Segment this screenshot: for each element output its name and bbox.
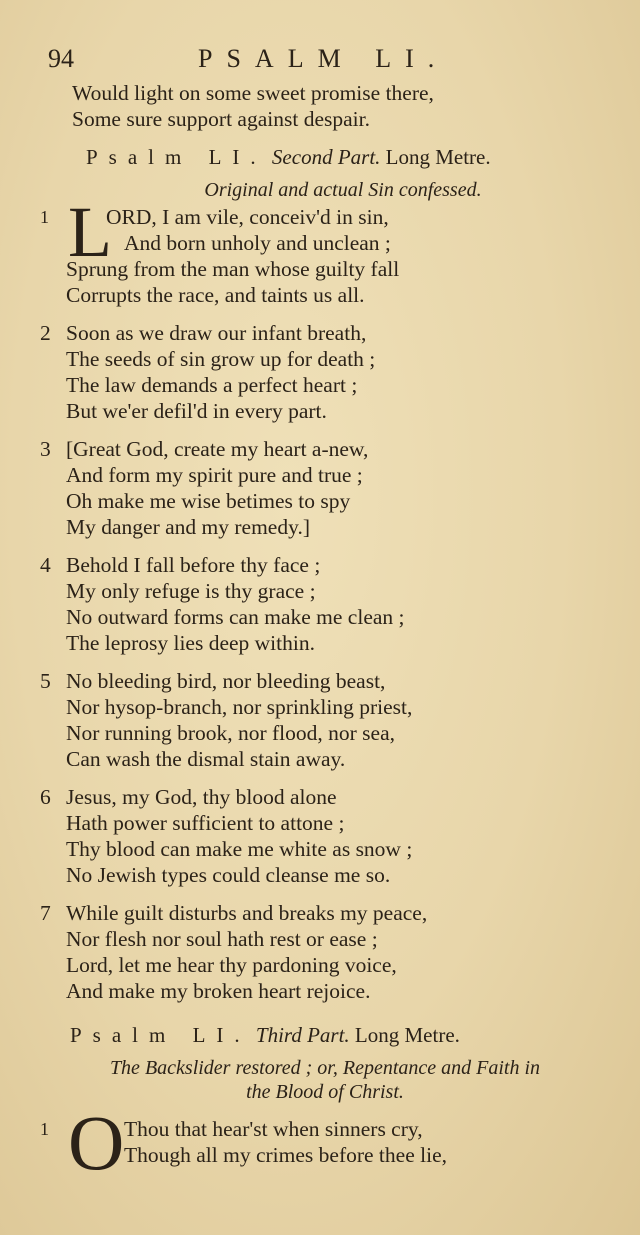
stanza-number: 2	[40, 321, 51, 345]
stanza-4	[40, 552, 610, 656]
verse-line: Though all my crimes before thee lie,	[124, 1143, 447, 1167]
verse-line: No outward forms can make me clean ;	[66, 605, 405, 629]
verse-line: And born unholy and unclean ;	[124, 231, 391, 255]
verse-line: Nor running brook, nor flood, nor sea,	[66, 721, 396, 745]
second-part-subtitle: Original and actual Sin confessed.	[204, 179, 482, 201]
page-number: 94	[48, 44, 74, 73]
verse-line: The leprosy lies deep within.	[66, 631, 315, 655]
third-part-title	[40, 1020, 610, 1050]
stanza-2	[40, 320, 610, 424]
title-metre: Long Metre.	[385, 145, 491, 169]
subtitle-line: The Backslider restored ; or, Repentance and Faith in	[109, 1057, 541, 1079]
title-part: Third Part.	[255, 1023, 350, 1047]
verse-line: Thy blood can make me white as snow ;	[66, 837, 413, 861]
verse-line: Soon as we draw our infant breath,	[66, 321, 367, 345]
verse-line: Jesus, my God, thy blood alone	[66, 785, 337, 809]
verse-line: Thou that hear'st when sinners cry,	[124, 1117, 423, 1141]
verse-line: Corrupts the race, and taints us all.	[66, 283, 365, 307]
stanza-number: 6	[40, 785, 51, 809]
verse-line: Can wash the dismal stain away.	[66, 747, 346, 771]
stanza-3	[40, 436, 610, 540]
stanza-number: 3	[40, 437, 51, 461]
stanza-number: 7	[40, 901, 51, 925]
verse-line: ORD, I am vile, conceiv'd in sin,	[106, 205, 389, 229]
stanza-number: 4	[40, 553, 51, 577]
page-header	[48, 44, 600, 78]
verse-line: Nor flesh nor soul hath rest or ease ;	[66, 927, 378, 951]
carry-over-line: Would light on some sweet promise there,	[72, 81, 434, 105]
verse-line: The law demands a perfect heart ;	[66, 373, 358, 397]
stanza-1	[40, 192, 610, 308]
verse-line: While guilt disturbs and breaks my peace,	[66, 901, 428, 925]
carry-over-line: Some sure support against despair.	[72, 107, 370, 131]
verse-line: Lord, let me hear thy pardoning voice,	[66, 953, 397, 977]
drop-cap-letter: O	[68, 1099, 125, 1186]
verse-line: Oh make me wise betimes to spy	[66, 489, 351, 513]
verse-line: But we'er defil'd in every part.	[66, 399, 327, 423]
verse-line: The seeds of sin grow up for death ;	[66, 347, 376, 371]
verse-line: Hath power sufficient to attone ;	[66, 811, 345, 835]
verse-line: Nor hysop-branch, nor sprinkling priest,	[66, 695, 413, 719]
stanza-6	[40, 784, 610, 888]
second-part-title	[40, 142, 610, 172]
page-content	[40, 80, 610, 1186]
stanza-number: 5	[40, 669, 51, 693]
verse-line: And form my spirit pure and true ;	[66, 463, 363, 487]
title-metre: Long Metre.	[354, 1023, 460, 1047]
verse-line: And make my broken heart rejoice.	[66, 979, 371, 1003]
stanza-7	[40, 900, 610, 1004]
third-part-subtitle	[40, 1056, 610, 1104]
verse-line: Behold I fall before thy face ;	[66, 553, 321, 577]
title-psalm: Psalm LI.	[70, 1023, 251, 1047]
verse-line: My danger and my remedy.]	[66, 515, 310, 539]
running-title: PSALM LI.	[198, 44, 449, 73]
title-psalm: Psalm LI.	[86, 145, 267, 169]
subtitle-line: the Blood of Christ.	[246, 1081, 404, 1103]
verse-line: No bleeding bird, nor bleeding beast,	[66, 669, 386, 693]
third-part-stanza-1	[40, 1099, 610, 1186]
verse-line: No Jewish types could cleanse me so.	[66, 863, 391, 887]
verse-line: [Great God, create my heart a-new,	[66, 437, 369, 461]
verse-line: Sprung from the man whose guilty fall	[66, 257, 400, 281]
stanza-5	[40, 668, 610, 772]
drop-cap-letter: L	[68, 192, 112, 272]
verse-line: My only refuge is thy grace ;	[66, 579, 316, 603]
stanza-number: 1	[40, 207, 49, 227]
title-part: Second Part.	[271, 145, 381, 169]
stanza-number: 1	[40, 1119, 49, 1139]
